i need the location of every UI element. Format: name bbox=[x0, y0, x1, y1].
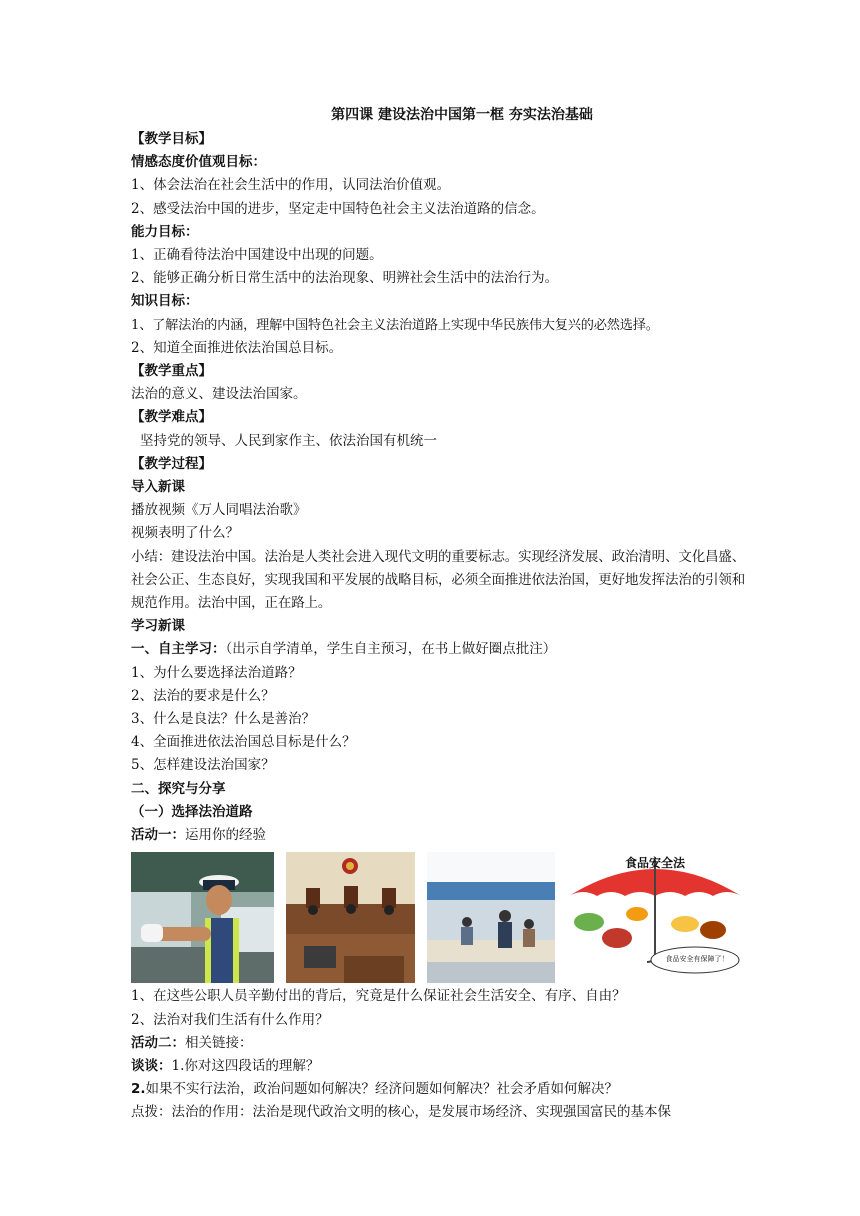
activity-two-line bbox=[131, 1032, 751, 1055]
summary-paragraph: 小结：建设法治中国。法治是人类社会进入现代文明的重要标志。实现经济发展、政治清明、文化昌盛、社会公正、生态良好，实现我国和平发展的战略目标，必须全面推进依法治国，更好地发挥法治的引领和规范作用。法治中国，正在路上。 bbox=[131, 548, 746, 612]
activity-one-line bbox=[131, 824, 751, 847]
self-study-item: 1、为什么要选择法治道路？ bbox=[131, 664, 302, 681]
ability-item: 1、正确看待法治中国建设中出现的问题。 bbox=[131, 247, 383, 264]
intro-header: 导入新课 bbox=[131, 479, 185, 496]
traffic-police-photo bbox=[131, 852, 274, 983]
self-study-item: 4、全面推进依法治国总目标是什么？ bbox=[131, 734, 356, 751]
activity-two-text: 相关链接： bbox=[185, 1034, 253, 1051]
self-study-item: 5、怎样建设法治国家？ bbox=[131, 757, 275, 774]
explore-header: 二、探究与分享 bbox=[131, 780, 226, 797]
activity-one-label: 活动一： bbox=[131, 827, 185, 844]
question-two-text: 如果不实行法治，政治问题如何解决？经济问题如何解决？社会矛盾如何解决？ bbox=[145, 1081, 619, 1098]
question-two-number: 2. bbox=[131, 1081, 146, 1098]
talk-line bbox=[131, 1055, 751, 1078]
knowledge-item: 2、知道全面推进依法治国总目标。 bbox=[131, 339, 343, 356]
photo-question: 2、法治对我们生活有什么作用？ bbox=[131, 1011, 329, 1028]
difficult-points-text: 坚持党的领导、人民到家作主、依法治国有机统一 bbox=[140, 432, 437, 449]
emotion-header: 情感态度价值观目标： bbox=[131, 154, 266, 171]
intro-line: 播放视频《万人同唱法治歌》 bbox=[131, 502, 307, 519]
courtroom-photo bbox=[286, 852, 415, 983]
difficult-points-header: 【教学难点】 bbox=[131, 409, 212, 426]
umbrella-title: 食品安全法 bbox=[624, 856, 685, 871]
self-study-line bbox=[131, 638, 751, 661]
document-page bbox=[131, 104, 751, 1125]
key-points-text: 法治的意义、建设法治国家。 bbox=[131, 386, 307, 403]
tip-paragraph: 点拨：法治的作用：法治是现代政治文明的核心，是发展市场经济、实现强国富民的基本保 bbox=[131, 1104, 671, 1121]
photo-question: 1、在这些公职人员辛勤付出的背后，究竟是什么保证社会生活安全、有序、自由？ bbox=[131, 988, 626, 1005]
process-header: 【教学过程】 bbox=[131, 455, 212, 472]
activity-two-label: 活动二： bbox=[131, 1034, 185, 1051]
self-study-note: （出示自学清单，学生自主预习，在书上做好圈点批注） bbox=[225, 641, 557, 658]
self-study-item: 3、什么是良法？什么是善治？ bbox=[131, 711, 316, 728]
talk-text: 1.你对这四段话的理解？ bbox=[171, 1057, 320, 1074]
food-safety-umbrella-image bbox=[567, 852, 743, 983]
knowledge-header: 知识目标： bbox=[131, 293, 199, 310]
self-study-label: 一、自主学习： bbox=[131, 641, 226, 658]
activity-one-text: 运用你的经验 bbox=[185, 827, 266, 844]
umbrella-speech-bubble: 食品安全有保障了！ bbox=[665, 955, 729, 964]
learn-header: 学习新课 bbox=[131, 618, 185, 635]
talk-label: 谈谈： bbox=[131, 1057, 172, 1074]
knowledge-item: 1、了解法治的内涵，理解中国特色社会主义法治道路上实现中华民族伟大复兴的必然选择。 bbox=[131, 317, 659, 333]
lesson-title: 第四课 建设法治中国第一框 夯实法治基础 bbox=[331, 107, 593, 123]
intro-line: 视频表明了什么？ bbox=[131, 525, 239, 542]
emotion-item: 2、感受法治中国的进步，坚定走中国特色社会主义法治道路的信念。 bbox=[131, 200, 545, 217]
key-points-header: 【教学重点】 bbox=[131, 363, 212, 380]
question-two-line bbox=[131, 1078, 751, 1101]
ability-item: 2、能够正确分析日常生活中的法治现象、明辨社会生活中的法治行为。 bbox=[131, 270, 559, 287]
goals-header: 【教学目标】 bbox=[131, 131, 212, 147]
self-study-item: 2、法治的要求是什么？ bbox=[131, 687, 275, 704]
sub-section-header: （一）选择法治道路 bbox=[131, 803, 253, 820]
photo-row bbox=[131, 852, 751, 983]
ability-header: 能力目标： bbox=[131, 223, 199, 240]
emotion-item: 1、体会法治在社会生活中的作用，认同法治价值观。 bbox=[131, 177, 451, 194]
service-hall-photo bbox=[427, 852, 555, 983]
